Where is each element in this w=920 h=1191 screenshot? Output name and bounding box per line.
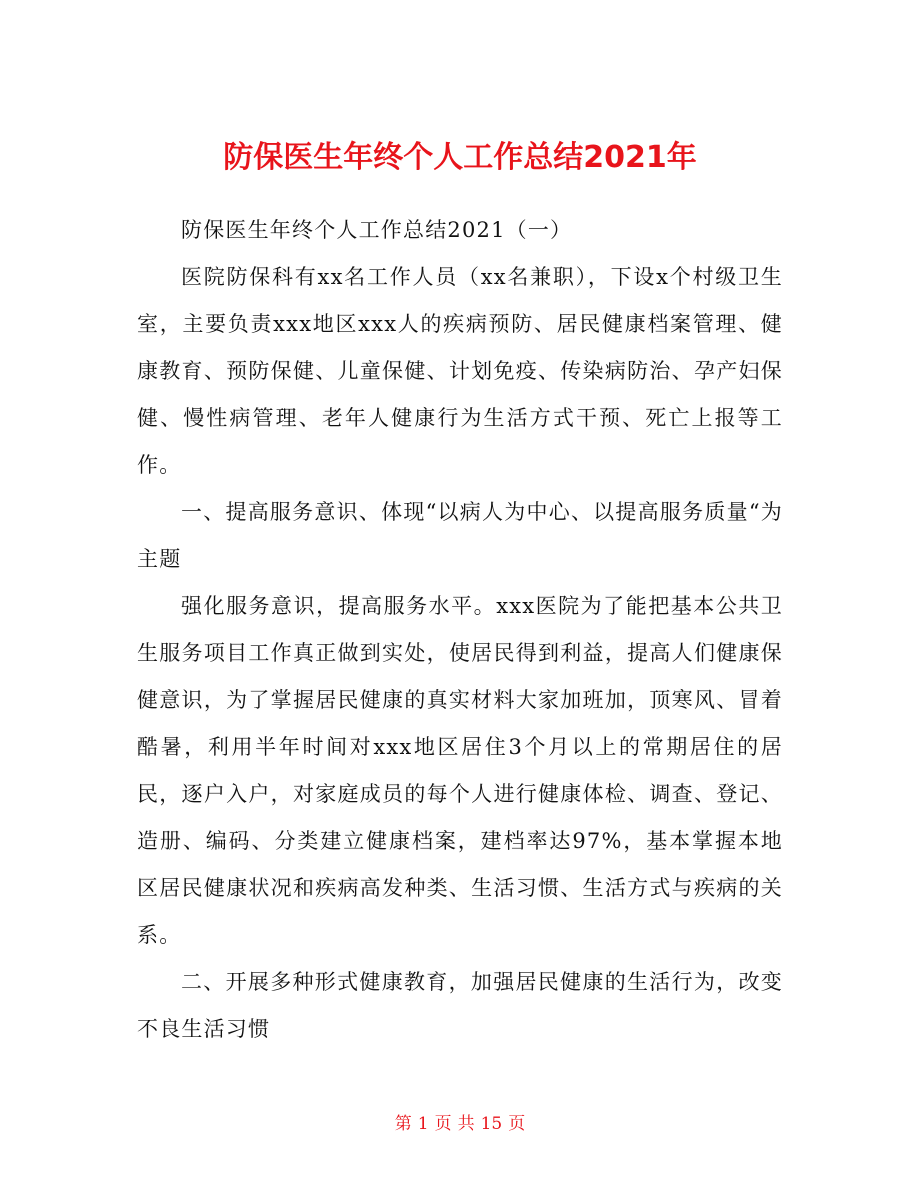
footer-total-pages: 15 (480, 1114, 503, 1134)
footer-label-unit: 页 (434, 1114, 452, 1134)
section-subtitle: 防保医生年终个人工作总结2021（一） (181, 218, 573, 242)
document-body (137, 207, 783, 1053)
document-title: 防保医生年终个人工作总结2021年 (223, 140, 697, 176)
footer-label-page: 第 (394, 1114, 412, 1134)
paragraph-service: 强化服务意识，提高服务水平。xxx医院为了能把基本公共卫生服务项目工作真正做到实处，使居民得到利益，提高人们健康保健意识，为了掌握居民健康的真实材料大家加班加，顶寒风、冒着酷暑，利用半年时间对xxx地区居住3个月以上的常期居住的居民，逐户入户，对家庭成员的每个人进行健康体检、调查、登记、造册、编码、分类建立健康档案，建档率达97%，基本掌握本地区居民健康状况和疾病高发种类、生活习惯、生活方式与疾病的关系。 (137, 594, 783, 947)
section-heading-2: 二、开展多种形式健康教育，加强居民健康的生活行为，改变不良生活习惯 (137, 970, 783, 1041)
footer-label-unit2: 页 (508, 1114, 526, 1134)
footer-current-page: 1 (417, 1114, 429, 1134)
page-footer (0, 1112, 920, 1136)
footer-label-total: 共 (457, 1114, 475, 1134)
paragraph-intro: 医院防保科有xx名工作人员（xx名兼职），下设x个村级卫生室，主要负责xxx地区xxx人的疾病预防、居民健康档案管理、健康教育、预防保健、儿童保健、计划免疫、传染病防治、孕产妇保健、慢性病管理、老年人健康行为生活方式干预、死亡上报等工作。 (137, 265, 783, 477)
section-heading-1: 一、提高服务意识、体现“以病人为中心、以提高服务质量“为主题 (137, 500, 783, 571)
